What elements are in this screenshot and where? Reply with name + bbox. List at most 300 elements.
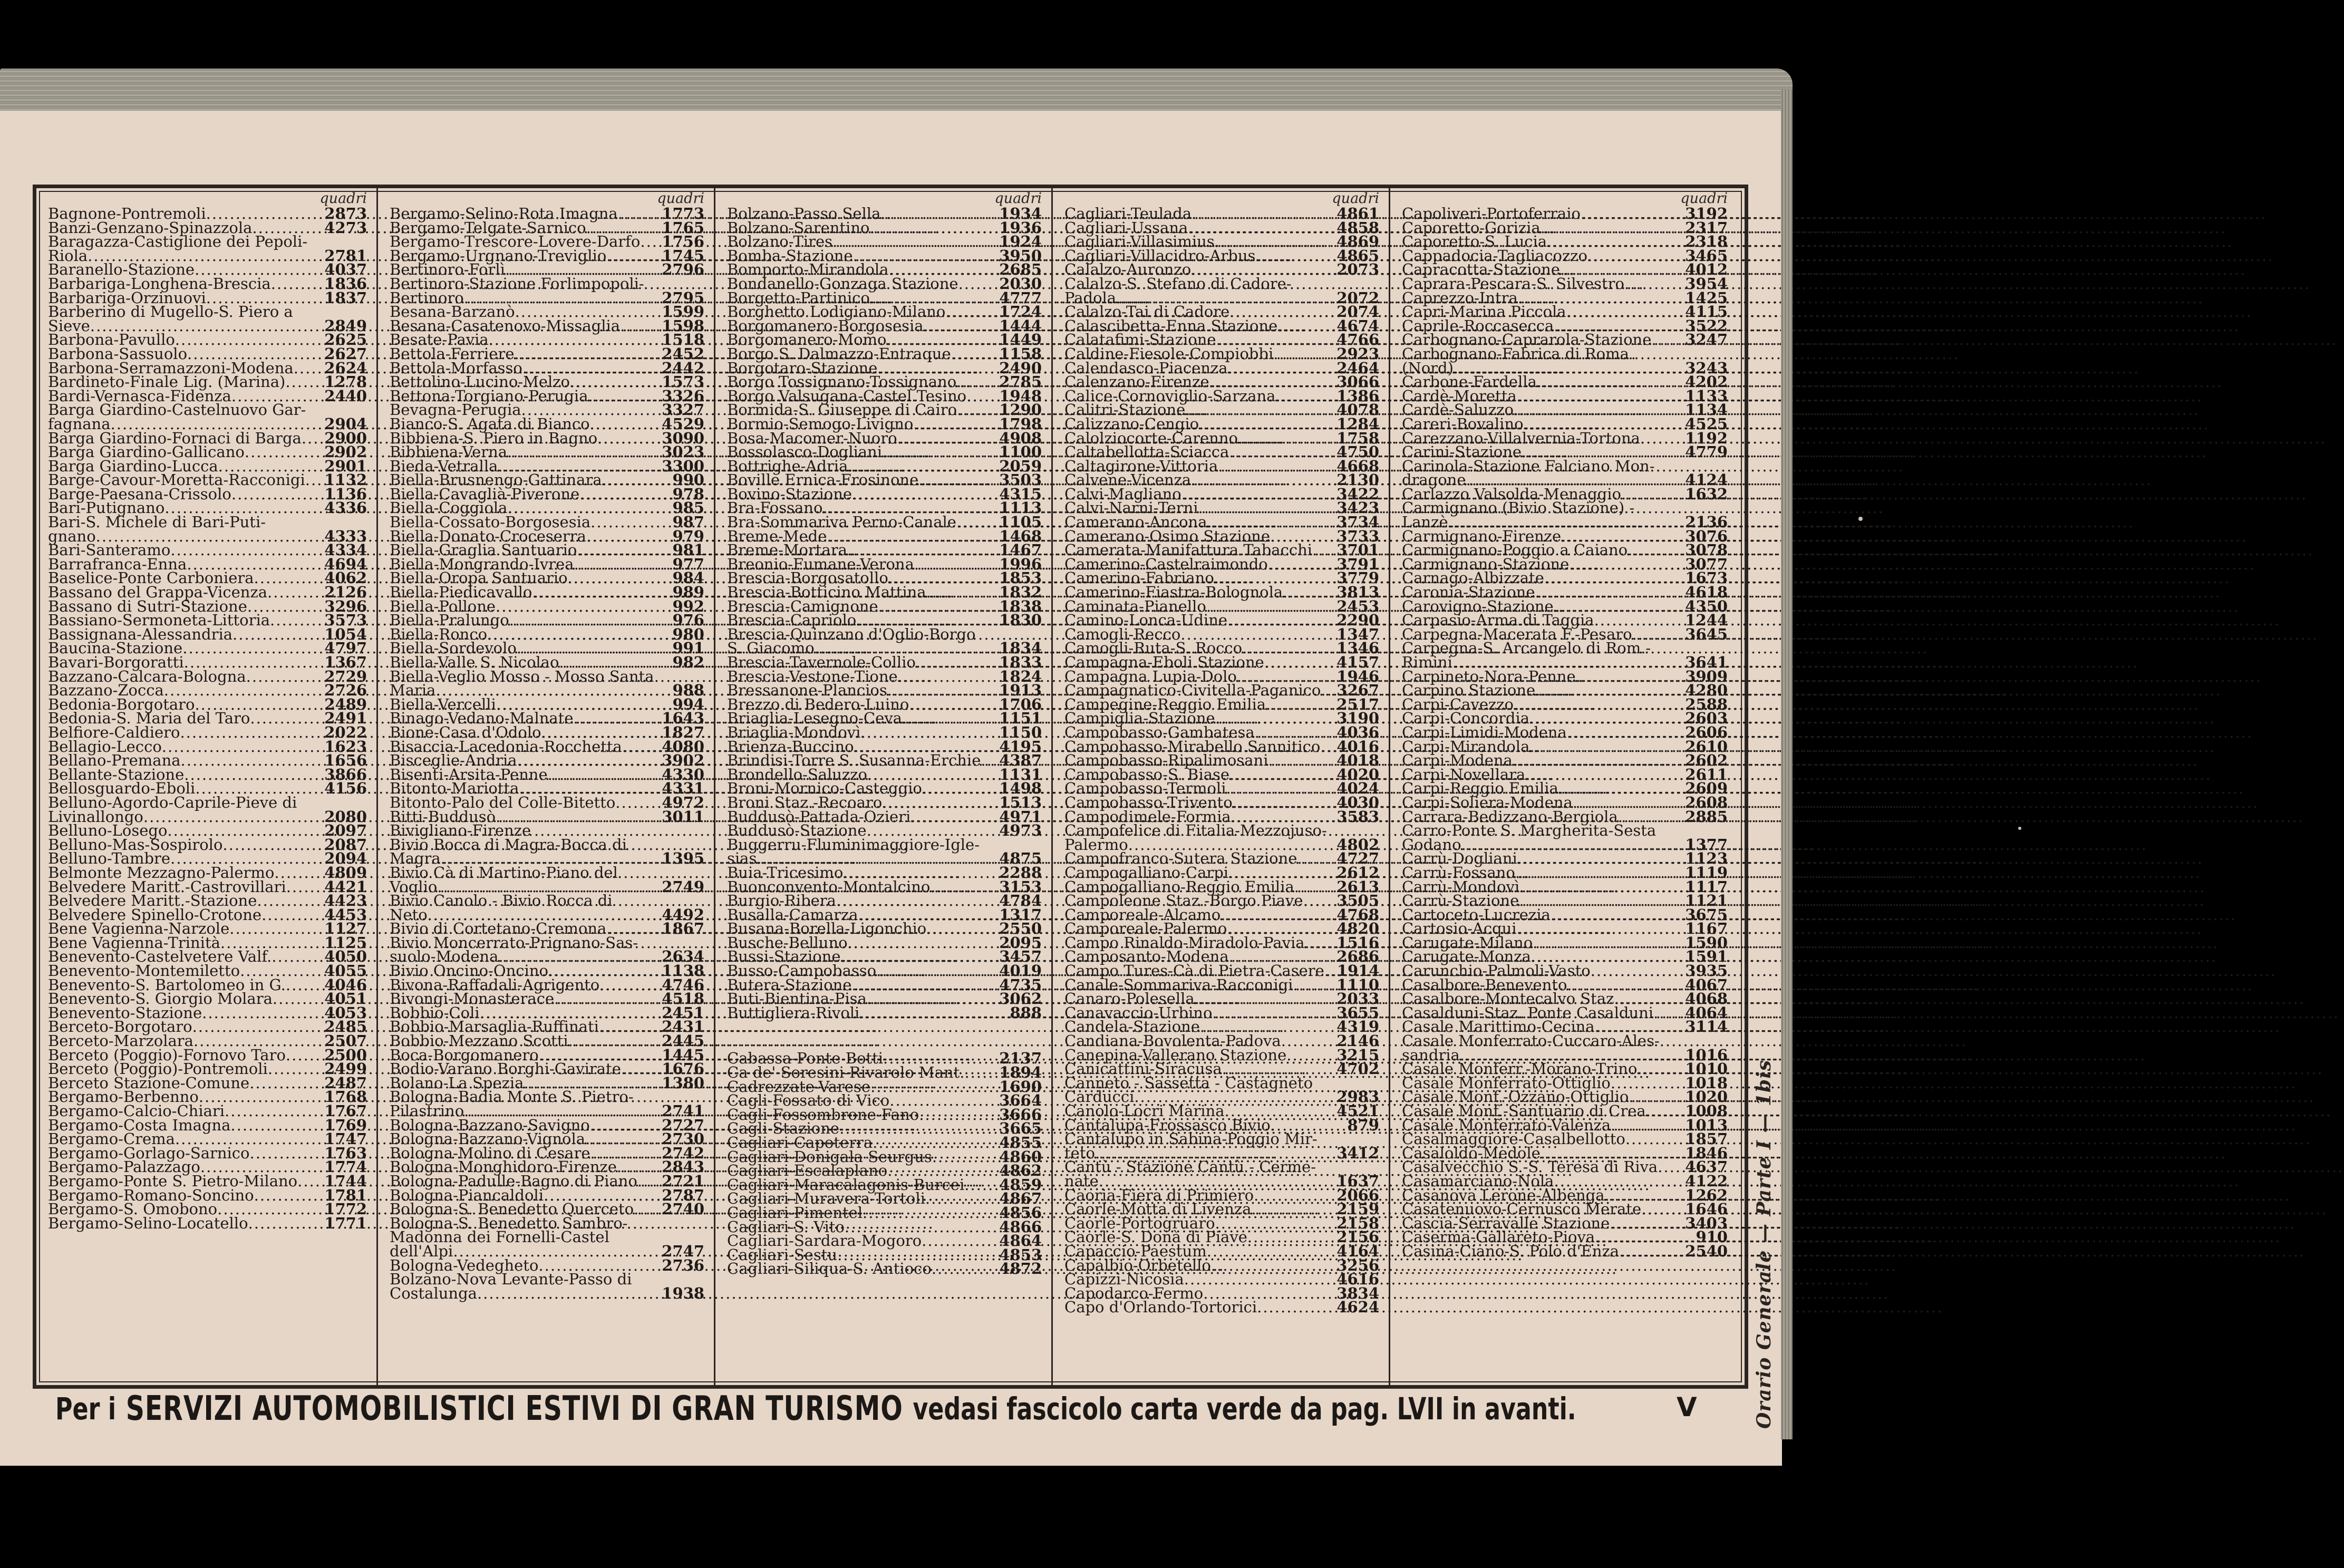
table-number: 1468 [999,527,1042,545]
route-name: Bosa-Macomer-Nuoro [727,429,897,447]
table-number: 1643 [662,709,704,728]
route-name: Bergamo-Urgnano-Treviglio [390,246,607,265]
table-number: 4674 [1336,316,1379,335]
route-name: Belfiore-Caldiero [48,723,180,741]
table-number: 2781 [324,246,367,265]
route-name: Bianco-S. Agata di Bianco [390,414,590,433]
route-name: Besana-Barzanò [390,303,515,321]
route-name: Bisaccia-Lacedonia-Rocchetta [390,737,622,756]
table-number: 1125 [324,933,367,952]
table-number: 4492 [662,905,704,924]
route-name: Calizzano-Cengio [1064,414,1199,433]
table-number: 2885 [1685,807,1728,826]
route-name: Casale Monferr.-Morano-Trino [1402,1060,1638,1078]
route-name: Carpi-Mirandola [1402,737,1530,756]
dust-speck [2018,827,2021,830]
table-number: 1833 [999,653,1042,671]
table-number: 1591 [1685,947,1728,966]
route-name: Belvedere Maritt.-Stazione [48,892,257,910]
route-name: Barga Giardino-Castelnuovo Gar- [48,401,306,419]
table-number: 4202 [1685,373,1728,391]
route-name: dragone [1402,471,1466,489]
route-name: Bra-Sommariva Perno-Canale [727,513,956,531]
table-number: 2464 [1336,359,1379,377]
route-name: Barbariga-Orzinuovi [48,288,206,307]
table-number: 4777 [999,288,1042,307]
table-number: 2610 [1685,737,1728,756]
table-number: 3666 [999,1105,1042,1124]
route-name: Canolo-Locri Marina [1064,1102,1225,1120]
route-name: Candiana-Bovolenta-Padova [1064,1032,1281,1050]
route-name: Campobasso-Termoli [1064,779,1226,798]
route-name: Broni-Mornico-Casteggio [727,779,922,798]
table-number: 3023 [662,443,704,461]
table-number: 981 [672,541,704,559]
route-name: Casaloldo-Medole [1402,1144,1541,1162]
table-number: 4157 [1336,653,1379,671]
route-name: Bomba-Stazione [727,246,853,265]
route-name: Cagli-Fossombrone-Fano [727,1105,919,1124]
table-number: 2602 [1685,751,1728,770]
table-number: 1836 [324,274,367,293]
route-name: Borgo S. Dalmazzo-Entraque [727,344,951,363]
route-name: Carbone-Fardella [1402,373,1537,391]
table-number: 2022 [324,723,367,741]
table-number: 2634 [662,947,704,966]
table-number: 4521 [1336,1102,1379,1120]
route-name: Bettola-Morfasso [390,359,522,377]
route-name: Carpi-Reggio Emilia [1402,779,1558,798]
table-number: 1105 [999,513,1042,531]
route-name: Borghetto Lodigiano-Milano [727,303,946,321]
table-number: 1133 [1685,386,1728,405]
index-entry [1064,1298,1379,1317]
table-number: 1706 [999,695,1042,713]
table-number: 1150 [999,723,1042,741]
table-number: 3583 [1336,807,1379,826]
route-name: Bivio di Cortetano-Cremona [390,919,607,938]
table-number: 1347 [1336,625,1379,643]
route-name: Bergamo-Calcio-Chiari [48,1102,225,1120]
route-name: Cagliari-Siliqua-S. Antioco [727,1260,932,1278]
table-number: 4019 [999,962,1042,980]
table-number: 2453 [1336,597,1379,615]
route-name: Pilastrino [390,1102,464,1120]
route-name: Calalzo-S. Stefano di Cadore- [1064,274,1292,293]
table-number: 4164 [1336,1242,1379,1260]
route-name: Campobasso-Trivento [1064,793,1233,811]
route-name: Caorle-S. Donà di Piave [1064,1228,1247,1246]
route-name: Bene Vagienna-Narzole [48,919,230,938]
table-number: 1765 [662,218,704,237]
table-number: 888 [1010,1003,1042,1022]
index-entry [48,1216,367,1231]
table-number: 1590 [1685,933,1728,952]
route-name: Bardineto-Finale Lig. (Marina) [48,373,286,391]
route-name: Biella-Ronco [390,625,488,643]
route-name: Bologna-S. Benedetto Sambro- [390,1214,628,1232]
route-name: fagnana [48,414,111,433]
route-name: Campofelice di Fitalia-Mezzojuso- [1064,821,1327,840]
route-name: Carrù-Fossano [1402,863,1515,882]
route-name: Bossolasco-Dogliani [727,443,883,461]
route-name: Caronia-Stazione [1402,583,1535,602]
route-name: Calvi-Magliano [1064,485,1181,503]
route-name: Cartosio-Acqui [1402,919,1517,938]
route-name: Bergamo-Palazzago [48,1158,200,1176]
table-number: 3655 [1336,1003,1379,1022]
route-name: Brescia-Quinzano d'Oglio-Borgo [727,625,976,643]
table-number: 990 [672,471,704,489]
route-name: teto [1064,1144,1095,1162]
route-name: Bieda-Vetralla [390,457,498,475]
route-name: Caltagirone-Vittoria [1064,457,1218,475]
route-name: Maria [390,681,436,700]
table-number: 1513 [999,793,1042,811]
table-number: 4797 [324,639,367,657]
table-number: 2796 [662,260,704,279]
route-name: Brescia-Capriolo [727,611,857,630]
route-name: Calvi-Narni-Terni [1064,499,1198,517]
route-name: Campogalliano-Reggio Emilia [1064,877,1294,896]
route-name: Carnago-Albizzate [1402,569,1544,587]
route-name: Cascia-Serravalle Stazione [1402,1214,1610,1232]
route-name: Canicattini-Siracusa [1064,1060,1222,1078]
table-number: 3791 [1336,555,1379,573]
route-name: Caporetto-Gorizia [1402,218,1541,237]
dot-leader [477,1286,660,1301]
table-number: 879 [1347,1116,1379,1134]
table-number: 2094 [324,849,367,868]
route-name: Casalbore-Montecalvo Staz. [1402,990,1619,1008]
table-number: 4064 [1685,1003,1728,1022]
table-number: 2126 [324,583,367,602]
table-number: 2608 [1685,793,1728,811]
table-number: 2452 [662,344,704,363]
route-name: Belvedere Spinello-Crotone [48,905,262,924]
table-number: 1599 [662,303,704,321]
table-number: 1946 [1336,667,1379,685]
route-name: Brondello-Saluzzo [727,765,867,783]
table-number: 1127 [324,919,367,938]
route-name: Bione-Casa d'Odolo [390,723,541,741]
table-number: 4529 [662,414,704,433]
route-name: Cadrezzate-Varese [727,1077,871,1096]
route-name: Bitonto-Palo del Colle-Bitetto [390,793,616,811]
route-name: suolo-Modena [390,947,499,966]
table-number: 2901 [324,457,367,475]
table-number: 992 [672,597,704,615]
dot-leader [859,1006,1008,1020]
table-number: 1444 [999,316,1042,335]
section-gap [727,1020,1042,1051]
route-name: sias [727,849,757,868]
table-number: 3062 [999,990,1042,1008]
table-number: 4668 [1336,457,1379,475]
table-number: 1284 [1336,414,1379,433]
table-number: 1772 [324,1200,367,1218]
route-name: Brescia-Camignone [727,597,878,615]
route-name: Bivio Bocca di Magra-Bocca di [390,835,627,854]
route-name: Campagna Lupia-Dolo [1064,667,1237,685]
route-name: Carmignano-Stazione [1402,555,1570,573]
table-number: 976 [672,611,704,630]
route-name: Carugate-Milano [1402,933,1533,952]
route-name: Brescia-Botticino Mattina [727,583,926,602]
route-name: Canaro-Polesella [1064,990,1195,1008]
route-name: Campagna-Eboli Stazione [1064,653,1264,671]
route-name: Capri-Marina Piccola [1402,303,1566,321]
route-name: Campofranco-Sutera Stazione [1064,849,1297,868]
route-name: Bergamo-Gorlago-Sarnico [48,1144,250,1162]
route-name: Borgomanero-Momo [727,331,887,349]
table-number: 1138 [662,962,704,980]
route-name: Bergamo-Crema [48,1130,175,1148]
table-number: 4036 [1336,723,1379,741]
route-name: Berceto (Poggio)-Pontremoli [48,1060,268,1078]
route-name: Camposanto-Modena [1064,947,1229,966]
route-name: Padola [1064,288,1117,307]
route-name: Campo Rinaldo-Miradolo-Pavia [1064,933,1305,952]
route-name: Biella-Sordevolo [390,639,517,657]
table-number: 4115 [1685,303,1728,321]
route-name: Bivio Cà di Martino-Piano del [390,863,618,882]
table-number: 2612 [1336,863,1379,882]
table-number: 1763 [324,1144,367,1162]
route-name: Canale-Sommariva-Racconigi [1064,975,1293,994]
index-entry [1402,1244,1728,1259]
table-number: 2030 [999,274,1042,293]
route-name: Camerino-Fiastra-Bolognola [1064,583,1283,602]
route-name: Caprezzo-Intra [1402,288,1518,307]
route-name: Costalunga [390,1284,477,1302]
table-number: 1745 [662,246,704,265]
table-number: 2625 [324,331,367,349]
route-name: Bassiano-Sermoneta-Littoria [48,611,270,630]
route-name: Carbognano-Fabrica di Roma [1402,344,1629,363]
table-number: 977 [672,555,704,573]
route-name: Biella-Veglio Mosso - Mosso Santa [390,667,654,685]
route-name: Benevento-Stazione [48,1003,202,1022]
route-name: Bitti-Buddusò [390,807,496,826]
table-number: 1131 [999,765,1042,783]
table-number: 1824 [999,667,1042,685]
route-name: Casale Monferrato-Cuccaro-Ales- [1402,1032,1660,1050]
route-name: Cantalupo in Sabina-Poggio Mir- [1064,1130,1318,1148]
route-name: Campagnatico-Civitella-Paganico [1064,681,1321,700]
route-name: Camogli-Ruta-S. Rocco [1064,639,1243,657]
route-name: Breonio-Fumane-Verona [727,555,914,573]
table-number: 4525 [1685,414,1728,433]
route-name: Borgetto-Partinico [727,288,870,307]
route-name: Sieve [48,316,90,335]
table-number: 1853 [999,569,1042,587]
table-number: 4280 [1685,681,1728,700]
table-number: 4078 [1336,401,1379,419]
table-number: 3114 [1685,1018,1728,1036]
route-name: Bolzano-Nova Levante-Passo di [390,1270,632,1289]
route-name: Bormio-Semogo-Livigno [727,414,914,433]
route-name: Berceto-Borgotaro [48,1018,192,1036]
table-number: 1192 [1685,429,1728,447]
route-name: Busso-Campobasso [727,962,877,980]
table-number: 4055 [324,962,367,980]
table-number: 1834 [999,639,1042,657]
table-number: 1121 [1685,892,1728,910]
route-name: Candela-Stazione [1064,1018,1200,1036]
table-number: 2491 [324,709,367,728]
table-number: 3215 [1336,1046,1379,1064]
table-number: 2136 [1685,513,1728,531]
route-name: Buti-Bientina-Pisa [727,990,867,1008]
index-entry [390,1286,704,1301]
table-number: 1136 [324,485,367,503]
table-number: 1395 [662,849,704,868]
table-number: 982 [672,653,704,671]
table-number: 4856 [999,1203,1042,1222]
route-name: Buddusò-Stazione [727,821,867,840]
table-number: 2156 [1336,1228,1379,1246]
route-name: Briaglia-Mondovì [727,723,861,741]
table-number: 1367 [324,653,367,671]
route-name: Biella-Brusnengo-Gattinara [390,471,602,489]
route-name: Canepina-Vallerano Stazione [1064,1046,1287,1064]
table-number: 2686 [1336,947,1379,966]
route-name: Bergamo-S. Omobono [48,1200,218,1218]
table-number: 1123 [1685,849,1728,868]
route-name: Cagliari-Muravera-Tortoli [727,1189,925,1208]
table-number: 4727 [1336,849,1379,868]
side-running-title: Orario Generale — Parte I — 1bis [1753,1059,1775,1429]
table-number: 4809 [324,863,367,882]
table-number: 3505 [1336,892,1379,910]
table-number: 3503 [999,471,1042,489]
table-number: 3866 [324,765,367,783]
table-number: 2747 [662,1242,704,1260]
table-number: 1573 [662,373,704,391]
route-name: Carini-Stazione [1402,443,1522,461]
table-number: 1637 [1336,1172,1379,1190]
route-name: Bagnone-Pontremoli [48,205,206,222]
table-number: 2873 [324,205,367,222]
table-number: 4862 [999,1162,1042,1180]
table-number: 4018 [1336,751,1379,770]
table-number: 4784 [999,892,1042,910]
route-name: Bergamo-Selino-Locatello [48,1214,248,1232]
table-number: 3733 [1336,527,1379,545]
route-name: Biella-Donato-Croceserra [390,527,586,545]
table-number: 3701 [1336,541,1379,559]
table-number: 2736 [662,1256,704,1274]
index-table [33,185,1748,1389]
route-name: Carrù-Dogliani [1402,849,1517,868]
route-name: Bellagio-Lecco [48,737,162,756]
table-number: 3247 [1685,331,1728,349]
route-name: Careri-Bovalino [1402,414,1524,433]
route-name: Bivigliano-Firenze [390,821,531,840]
route-name: Bivio Canolo - Bivio Rocca di [390,892,613,910]
book [0,69,1793,1466]
route-name: Carovigno-Stazione [1402,597,1554,615]
route-name: (Nord) [1402,359,1454,377]
route-name: Buggerru-Fluminimaggiore-Igle- [727,835,980,854]
table-number: 1113 [999,499,1042,517]
table-number: 2588 [1685,695,1728,713]
table-number: 4865 [1336,246,1379,265]
route-name: Carmignano-Firenze [1402,527,1562,545]
table-number: 3403 [1685,1214,1728,1232]
table-number: 4423 [324,892,367,910]
route-name: Canneto - Sassetta - Castagneto [1064,1073,1313,1092]
table-number: 3090 [662,429,704,447]
route-name: Capizzi-Nicosia [1064,1270,1184,1289]
table-number: 4973 [999,821,1042,840]
table-number: 4869 [1336,233,1379,251]
route-name: Campoleone Staz.-Borgo Piave [1064,892,1303,910]
route-name: Bene Vagienna-Trinità [48,933,220,952]
table-number: 2902 [324,443,367,461]
table-number: 910 [1696,1228,1728,1246]
table-number: 3664 [999,1091,1042,1110]
table-number: 2517 [1336,695,1379,713]
page-number: V [1677,1392,1697,1422]
route-name: Boca-Borgomanero [390,1046,539,1064]
table-number: 1676 [662,1060,704,1078]
table-number: 4875 [999,849,1042,868]
route-name: Carrù-Mondovì [1402,877,1520,896]
route-name: Bitonto-Mariotta [390,779,519,798]
route-name: Bellosguardo-Eboli [48,779,196,798]
route-name: Cabassa-Ponte Botti [727,1049,884,1068]
table-number: 1377 [1685,835,1728,854]
route-name: Bologna-Vedegheto [390,1256,539,1274]
route-name: Barga Giardino-Gallicano [48,443,245,461]
route-name: Caltabellotta-Sciacca [1064,443,1229,461]
route-name: Casale Monf.-Santuario di Crea [1402,1102,1646,1120]
table-number: 4387 [999,751,1042,770]
route-name: Benevento-S. Giorgio Molara [48,990,273,1008]
route-name: Bedonia-Borgotaro [48,695,195,713]
route-name: Carpi-Modena [1402,751,1513,770]
route-name: S. Giacomo [727,639,815,657]
route-name: Campiglia-Stazione [1064,709,1215,728]
route-name: gnano [48,527,96,545]
route-name: Capo d'Orlando-Tortorici [1064,1298,1257,1317]
route-name: Bavari-Borgoratti [48,653,184,671]
table-number: 4802 [1336,835,1379,854]
table-number: 3935 [1685,962,1728,980]
route-name: Carugate-Monza [1402,947,1531,966]
table-number: 1016 [1685,1046,1728,1064]
route-name: Biella-Oropa Santuario [390,569,568,587]
route-name: Buonconvento-Montalcino [727,877,931,896]
route-name: Benevento-S. Bartolomeo in G. [48,975,286,994]
table-number: 2485 [324,1018,367,1036]
route-name: Baragazza-Castiglione dei Pepoli- [48,233,308,251]
route-name: Bibbiena-Verna [390,443,508,461]
table-number: 4861 [1336,205,1379,222]
table-number: 3522 [1685,316,1728,335]
table-number: 3423 [1336,499,1379,517]
dot-leader [634,1202,660,1216]
table-number: 1290 [999,401,1042,419]
route-name: Belvedere Maritt.-Castrovillari [48,877,286,896]
route-name: Casatenuovo-Cernusco Merate [1402,1200,1642,1218]
route-name: Brienza-Buccino [727,737,854,756]
route-name: Calolziocorte-Carenno [1064,429,1238,447]
table-number: 2431 [662,1018,704,1036]
table-number: 2611 [1685,765,1728,783]
